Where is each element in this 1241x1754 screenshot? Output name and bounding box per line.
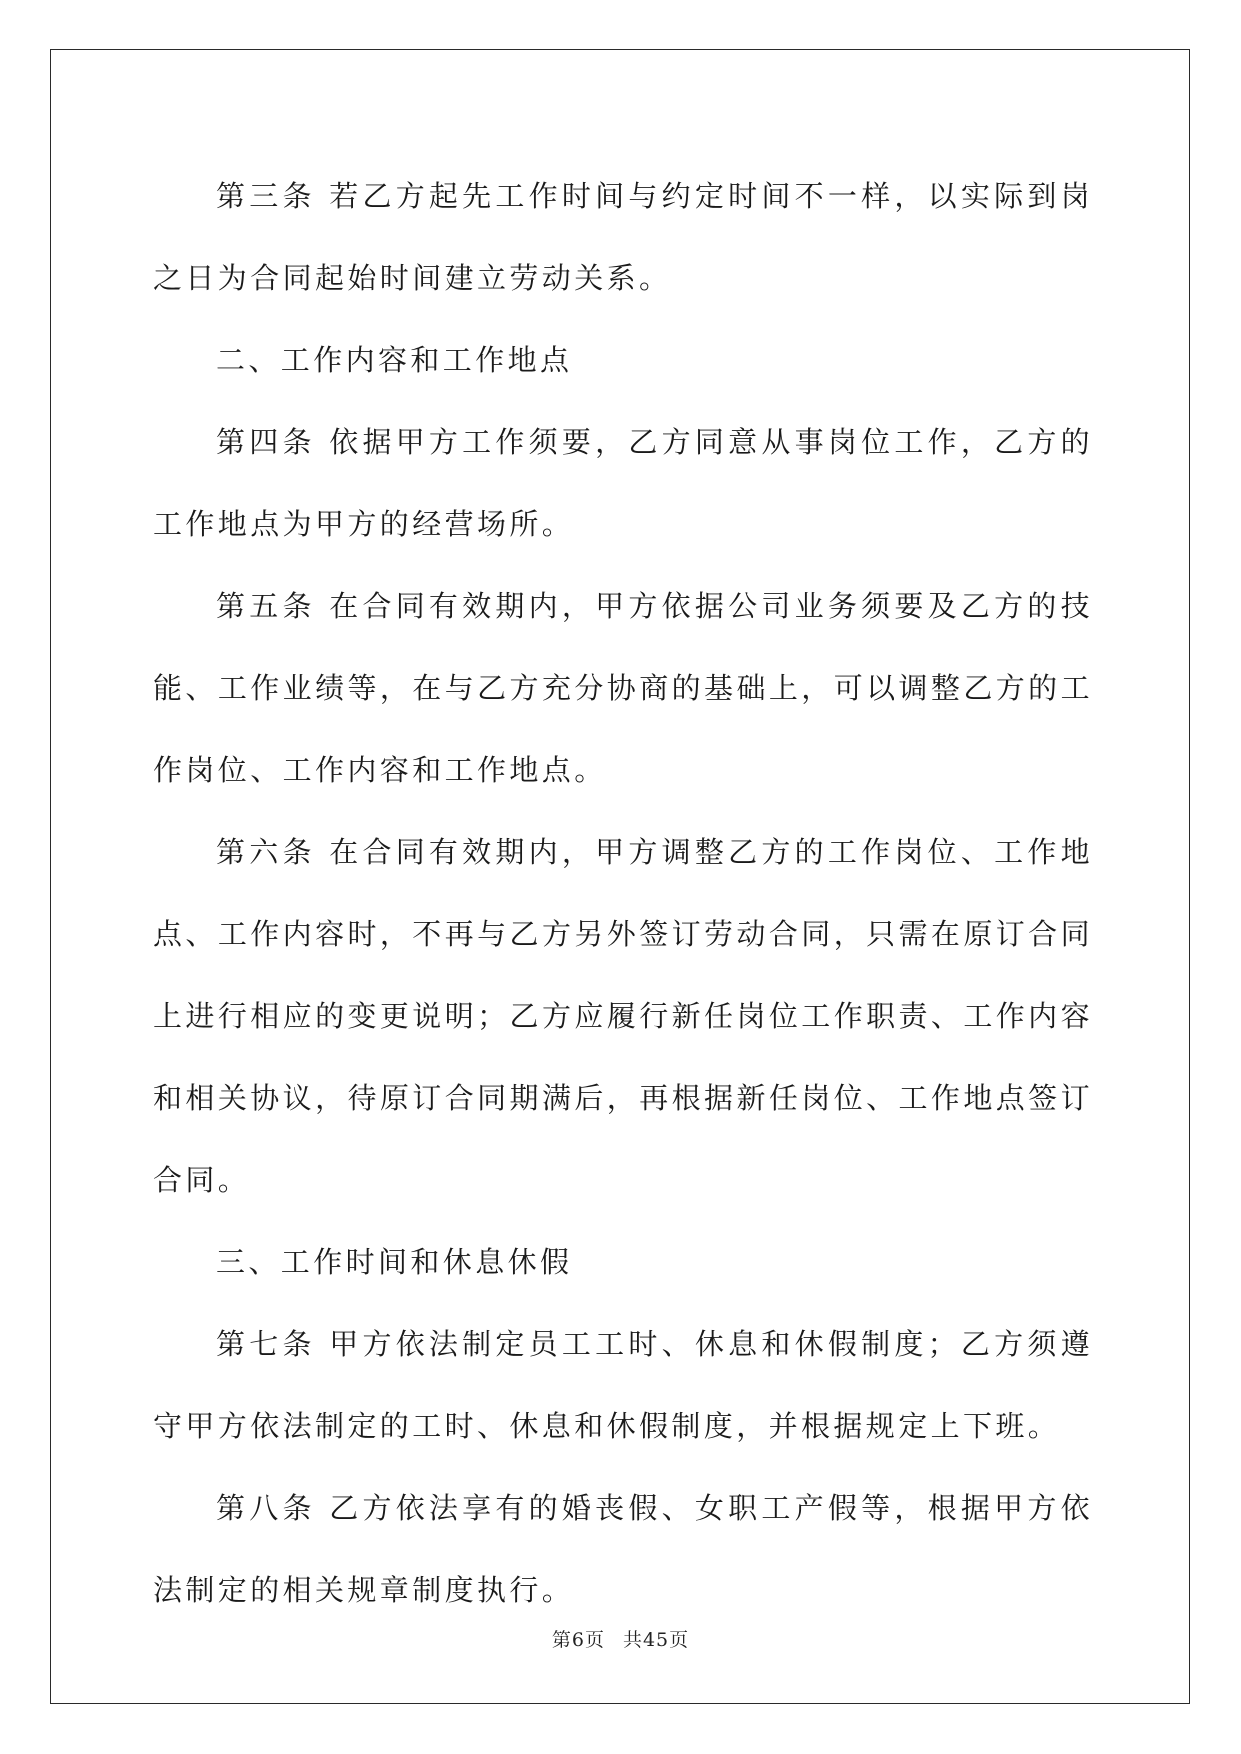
paragraph-article-6: 第六条 在合同有效期内，甲方调整乙方的工作岗位、工作地点、工作内容时，不再与乙方另外签订劳动合同，只需在原订合同上进行相应的变更说明；乙方应履行新任岗位工作职责、工作内容和相关协议，待原订合同期满后，再根据新任岗位、工作地点签订合同。: [153, 835, 1093, 1197]
page-number-total: 共45页: [622, 1629, 690, 1651]
paragraph-article-5: 第五条 在合同有效期内，甲方依据公司业务须要及乙方的技能、工作业绩等，在与乙方充分协商的基础上，可以调整乙方的工作岗位、工作内容和工作地点。: [153, 589, 1093, 787]
section-heading-2: 二、工作内容和工作地点: [216, 343, 573, 377]
page-number-current: 第6页: [551, 1629, 605, 1651]
paragraph-article-7: 第七条 甲方依法制定员工工时、休息和休假制度；乙方须遵守甲方依法制定的工时、休息和休假制度，并根据规定上下班。: [153, 1327, 1093, 1443]
paragraph-article-4: 第四条 依据甲方工作须要，乙方同意从事岗位工作，乙方的工作地点为甲方的经营场所。: [153, 425, 1093, 541]
page-footer: [0, 1625, 1241, 1652]
paragraph-article-3: 第三条 若乙方起先工作时间与约定时间不一样，以实际到岗之日为合同起始时间建立劳动关系。: [153, 179, 1093, 295]
paragraph-article-8: 第八条 乙方依法享有的婚丧假、女职工产假等，根据甲方依法制定的相关规章制度执行。: [153, 1491, 1093, 1607]
section-heading-3: 三、工作时间和休息休假: [216, 1245, 573, 1279]
document-body: [153, 155, 1093, 1631]
